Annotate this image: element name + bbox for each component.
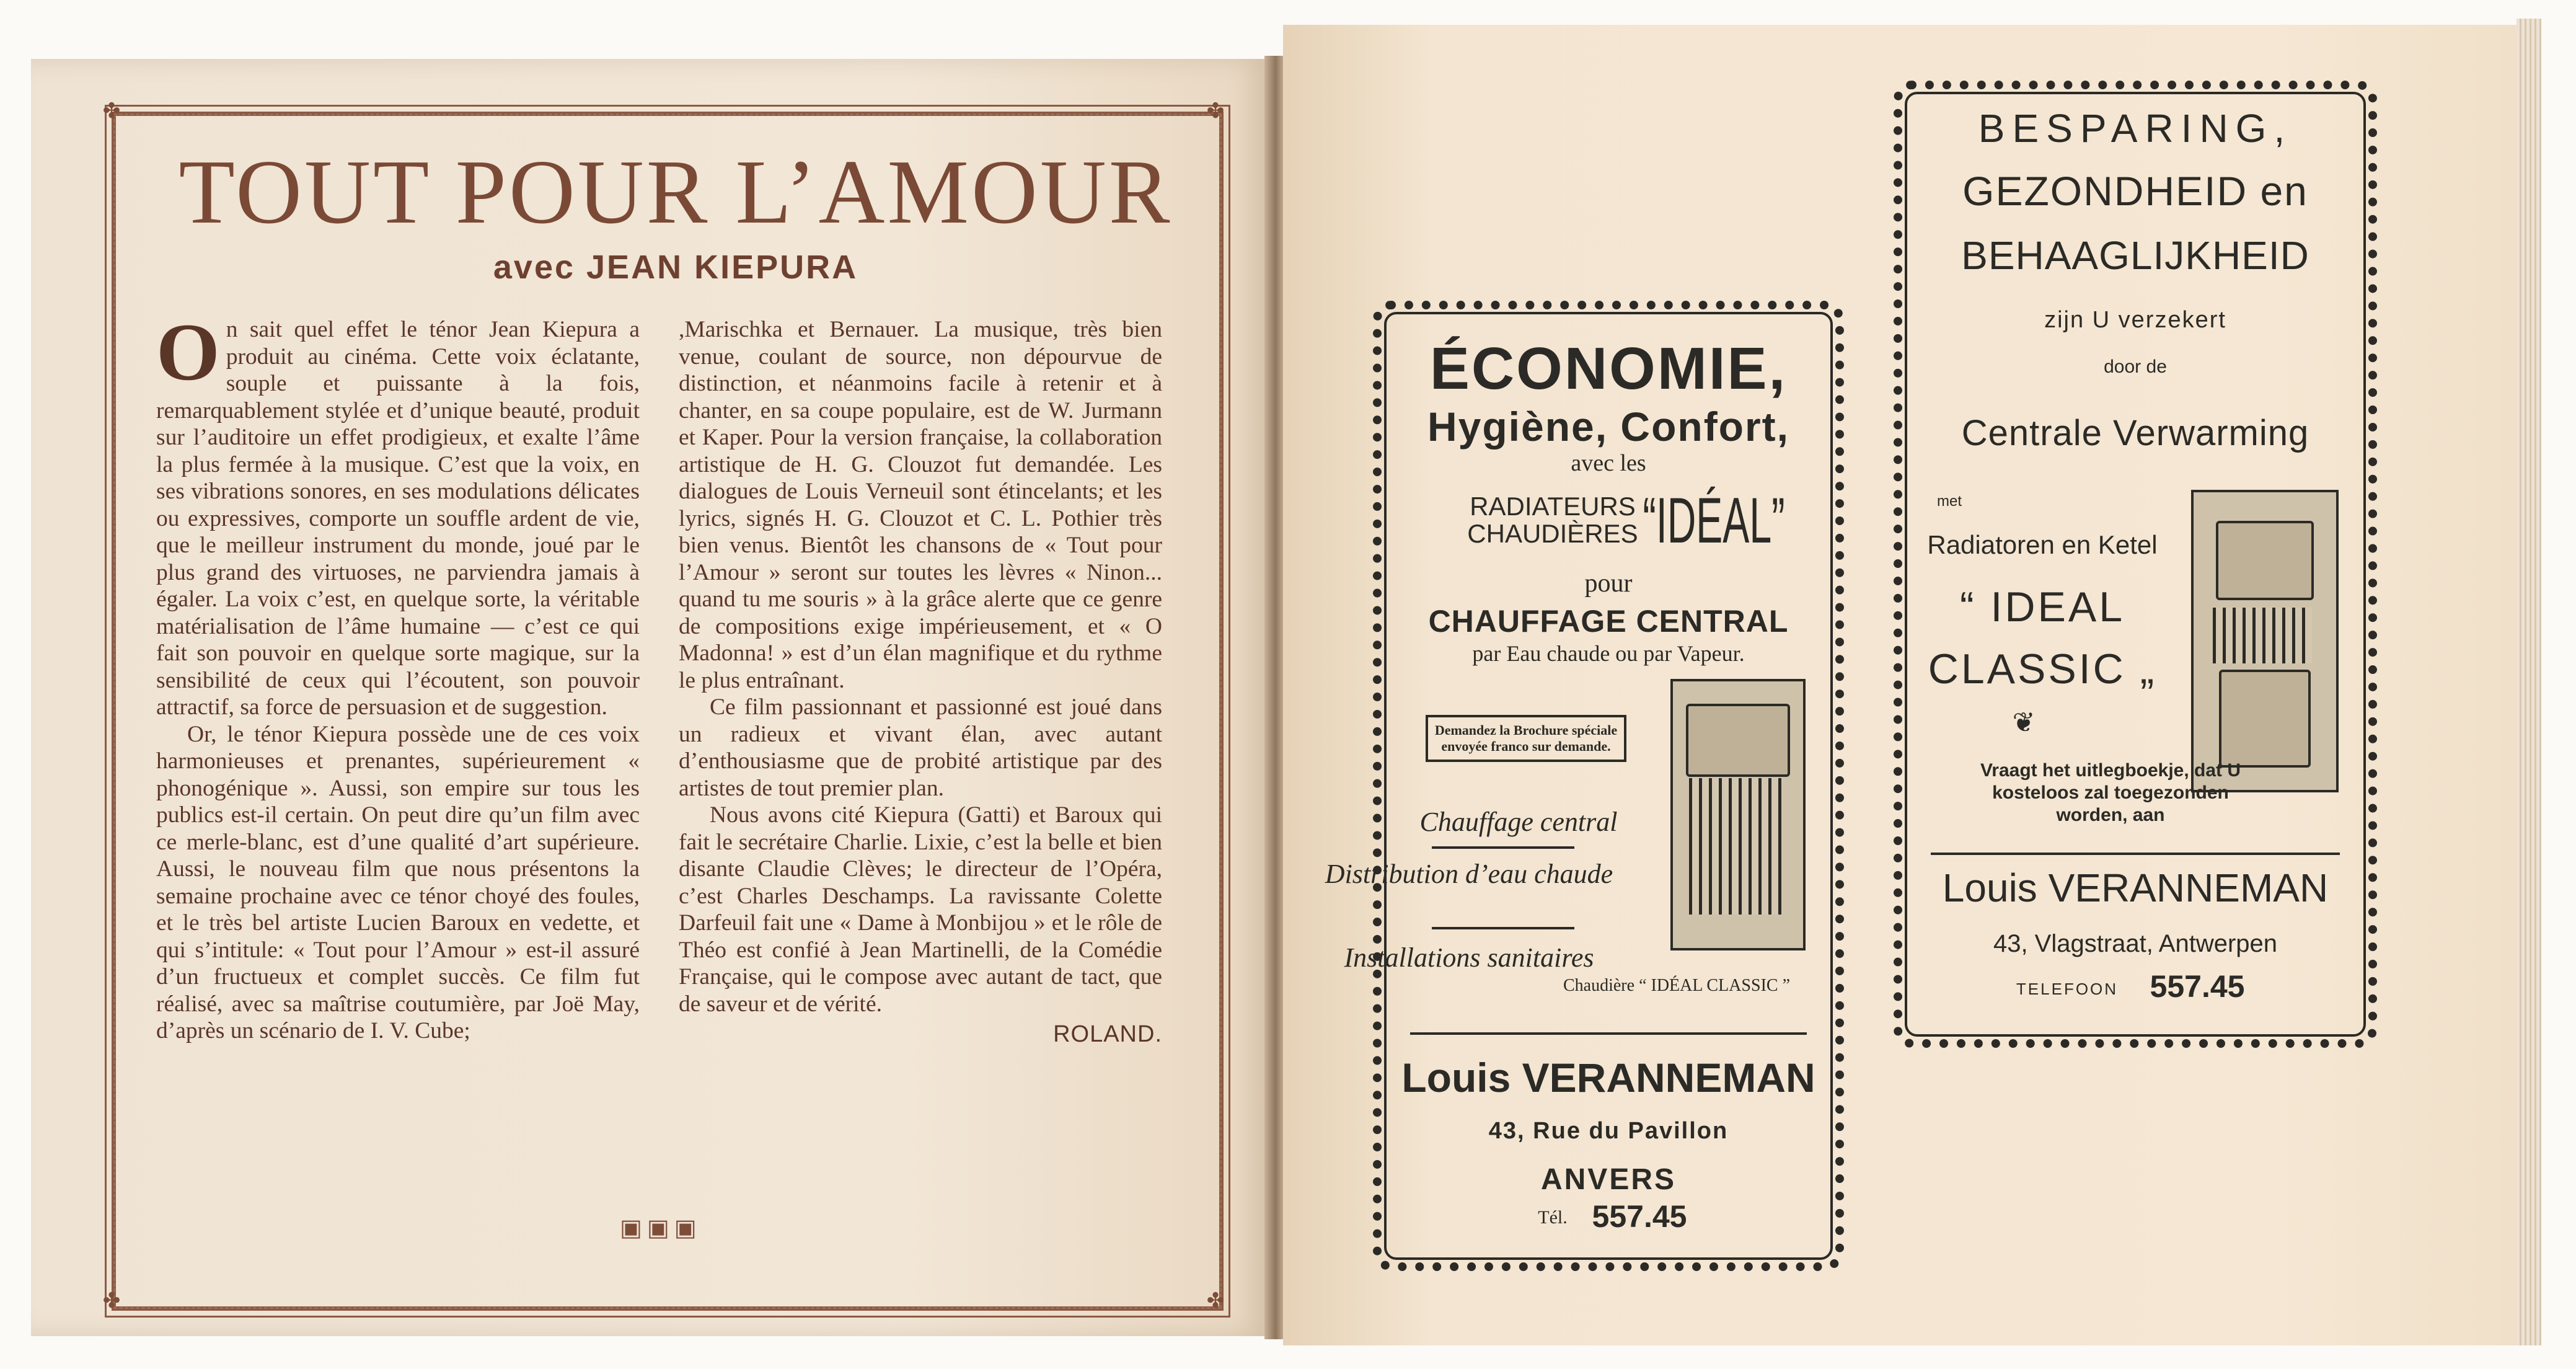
ad-brand: CLASSIC „ xyxy=(1928,645,2157,693)
ad-subheadline: Hygiène, Confort, xyxy=(1427,404,1789,450)
ad-text: met xyxy=(1936,493,1962,510)
ad-brand: “IDÉAL” xyxy=(1643,485,1785,557)
ad-service-item: Chauffage central xyxy=(1419,807,1618,837)
ad-tel-label: Tél. xyxy=(1538,1207,1568,1228)
ad-service-heading: Centrale Verwarming xyxy=(1961,413,2309,453)
ad-text: zijn U verzekert xyxy=(2044,307,2226,333)
ad-tel-label: TELEFOON xyxy=(2016,980,2119,998)
advertisement-ideal-french xyxy=(1325,301,1844,1271)
ad-text: pour xyxy=(1584,569,1633,598)
divider xyxy=(1432,927,1574,929)
article-paragraph: Or, le ténor Kiepura possède une de ces voix harmonieuses et prenantes, supérieurement « phonogénique ». Aussi, son empire sur tous les publics est-il certain. On peut dire qu’un film avec ce merle-blanc, est d’une qualité d’art supérieure. Aussi, le nouveau film que nous présentons la semaine prochaine avec ce ténor choyé des foules, et le très bel artiste Lucien Baroux en vedette, et qui s’intitule: « Tout pour l’Amour » est-il assuré d’un fructueux et complet succès. Ce film fut réalisé, avec sa maîtrise coutumière, par Joë May, d’après un scénario de I. V. Cube; xyxy=(156,721,640,1043)
divider xyxy=(1931,853,2340,855)
advertisement-ideal-dutch xyxy=(1894,81,2377,1048)
ad-city: ANVERS xyxy=(1540,1163,1677,1196)
frame-corner-ornament: ✤ xyxy=(1206,100,1225,123)
boiler-fins xyxy=(1689,778,1782,915)
ad-headline: ÉCONOMIE, xyxy=(1429,335,1788,402)
ad-text: par Eau chaude ou par Vapeur. xyxy=(1472,641,1745,666)
article-title: TOUT POUR L’AMOUR xyxy=(179,141,1173,243)
boiler-door xyxy=(1686,704,1790,777)
article-paragraph: Nous avons cité Kiepura (Gatti) et Baroux qui fait le secrétaire Charlie. Lixie, c’est la belle et bien disante Claudie Clèves; le directeur de l’Opéra, c’est Charles Deschamps. La ravissante Colette Darfeuil fait une « Dame à Monbijou » et le rôle de Théo est confié à Jean Martinelli, de la Comédie Française, qui le compose avec autant de tact, que de saveur et de vérité. xyxy=(679,802,1162,1017)
flourish-ornament: ❦ xyxy=(2012,707,2036,738)
ad-text: avec les xyxy=(1571,450,1646,476)
article-column-2 xyxy=(679,316,1162,1048)
ad-booklet-note: Vraagt het uitlegboekje, dat U kosteloos zal toegezonden worden, aan xyxy=(1980,760,2241,825)
frame-corner-ornament: ✤ xyxy=(102,1290,121,1313)
ad-text: Radiatoren en Ketel xyxy=(1927,530,2158,559)
article-column-1 xyxy=(156,306,640,1045)
article-paragraph: On sait quel effet le ténor Jean Kiepura a produit au cinéma. Cette voix éclatante, souple et puissante à la fois, remarquablement stylée et d’unique beauté, produit sur l’auditoire un effet prodigieux, et exalte l’âme la plus fermée à la musique. C’est que la voix, en ses vibrations sonores, en ses modulations délicates ou expressives, comporte un souffle ardent de vie, que le meilleur instrument du monde, joué par le plus grand des virtuoses, ne parviendra jamais à égaler. La voix c’est, en quelque sorte, la véritable matérialisation de l’âme humaine — c’est ce qui fait son pouvoir en quelque sorte magique, sur la sensibilité de ceux qui l’écoutent, son pouvoir attractif, sa force de persuasion et de suggestion. xyxy=(156,306,640,720)
article-signature: ROLAND. xyxy=(1053,1021,1162,1047)
article-paragraph: ,Marischka et Bernauer. La musique, très bien venue, coulant de source, non dépourvue de distinction, et néanmoins facile à retenir et à chanter, en sa coupe populaire, est de W. Jurmann et Kaper. Pour la version française, la collaboration artistique de H. G. Clouzot fut demandée. Les dialogues de Louis Verneuil sont étincelants; et les lyrics, signés H. G. Clouzot et C. L. Pothier très bien venus. Bientôt les chansons de « Tout pour l’Amour » seront sur toutes les lèvres « Ninon... quand tu me souris » à la grâce alerte que ce genre de compositions exige impérieusement, et « O Madonna! » est d’un élan magnifique et du rythme le plus entraînant. xyxy=(679,317,1162,693)
divider xyxy=(1432,846,1574,849)
frame-corner-ornament: ✤ xyxy=(1206,1290,1225,1313)
ad-company-name: Louis VERANNEMAN xyxy=(1942,866,2329,910)
ad-company-name: Louis VERANNEMAN xyxy=(1401,1055,1815,1101)
ad-text: door de xyxy=(2104,357,2167,377)
boiler-illustration xyxy=(2185,484,2346,806)
ad-illustration-caption: Chaudière “ IDÉAL CLASSIC ” xyxy=(1563,976,1790,995)
divider xyxy=(1410,1032,1807,1035)
ad-brand: “ IDEAL xyxy=(1959,583,2125,631)
article-paragraph: Ce film passionnant et passionné est joué dans un radieux et vivant élan, avec autant d’enthousiasme que de probité artistique par des artistes de tout premier plan. xyxy=(679,694,1162,801)
ad-address: 43, Vlagstraat, Antwerpen xyxy=(1993,930,2278,957)
ad-service-heading: CHAUFFAGE CENTRAL xyxy=(1428,604,1789,639)
ad-brochure-note: Demandez la Brochure spéciale envoyée franco sur demande. xyxy=(1426,715,1626,762)
ad-address: 43, Rue du Pavillon xyxy=(1488,1118,1729,1144)
ad-tel-number: 557.45 xyxy=(1592,1199,1687,1234)
ad-product-boilers: CHAUDIÈRES xyxy=(1467,519,1638,548)
boiler-door xyxy=(2216,521,2314,600)
ad-tel-number: 557.45 xyxy=(2150,969,2245,1004)
ad-product-radiators: RADIATEURS xyxy=(1470,492,1636,521)
end-ornament: ▣▣▣ xyxy=(620,1215,702,1241)
ad-service-item: Installations sanitaires xyxy=(1344,942,1594,973)
boiler-fins xyxy=(2213,608,2312,663)
page-edges xyxy=(2516,19,2541,1345)
ad-headline: GEZONDHEID en xyxy=(1962,168,2308,214)
ad-headline: BEHAAGLIJKHEID xyxy=(1961,233,2309,278)
drop-cap: O xyxy=(156,306,220,397)
article-subtitle: avec JEAN KIEPURA xyxy=(493,249,858,286)
frame-corner-ornament: ✤ xyxy=(102,100,121,123)
boiler-door xyxy=(2219,670,2311,768)
ad-headline: BESPARING, xyxy=(1978,106,2293,151)
ad-service-item: Distribution d’eau chaude xyxy=(1325,859,1613,889)
